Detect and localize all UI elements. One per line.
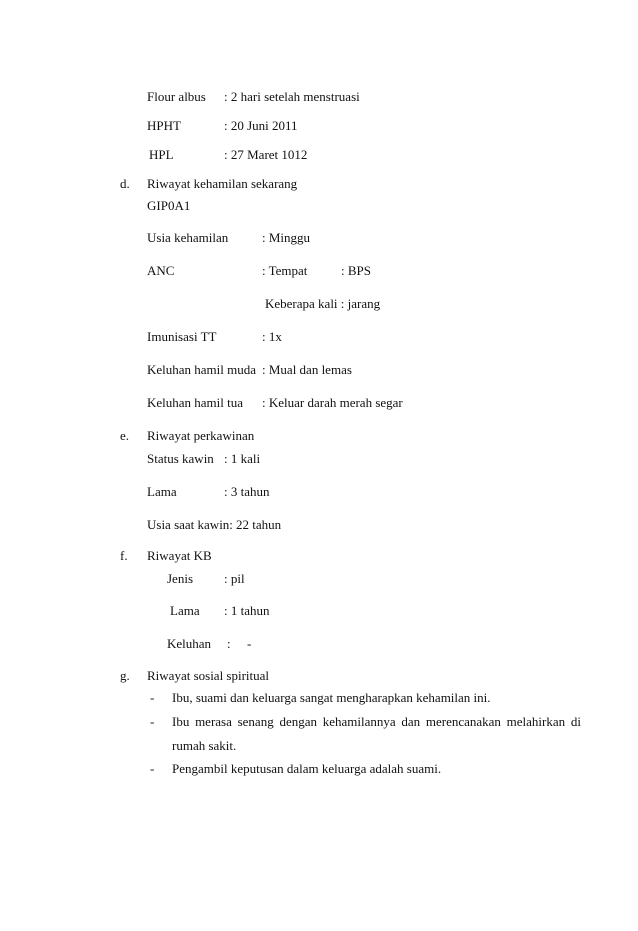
- field-value-hpht: : 20 Juni 2011: [224, 118, 298, 133]
- field-value-keluhan-kb-colon: :: [227, 636, 231, 651]
- field-label-jenis-kb: Jenis: [167, 571, 193, 586]
- field-label-lama-kawin: Lama: [147, 484, 177, 499]
- field-label-usia-kehamilan: Usia kehamilan: [147, 230, 229, 245]
- field-label-hpht: HPHT: [147, 118, 181, 133]
- bullet-text-continuation: rumah sakit.: [172, 738, 237, 753]
- field-value-keluhan-hamil-tua: : Keluar darah merah segar: [262, 395, 403, 410]
- bullet-text: Pengambil keputusan dalam keluarga adalah suami.: [172, 761, 442, 776]
- field-value-keberapa-kali: Keberapa kali : jarang: [265, 296, 381, 311]
- field-label-lama-kb: Lama: [170, 603, 200, 618]
- field-label-hpl: HPL: [149, 147, 174, 162]
- field-value-imunisasi-tt: : 1x: [262, 329, 282, 344]
- field-label-usia-saat-kawin: Usia saat kawin:: [147, 517, 233, 532]
- section-e-title: Riwayat perkawinan: [147, 428, 255, 443]
- field-value-keluhan-hamil-muda: : Mual dan lemas: [262, 362, 352, 377]
- field-value-anc-bps: : BPS: [341, 263, 371, 278]
- field-label-keluhan-hamil-muda: Keluhan hamil muda: [147, 362, 257, 377]
- field-label-status-kawin: Status kawin: [147, 451, 214, 466]
- section-d-title: Riwayat kehamilan sekarang: [147, 176, 298, 191]
- field-value-flour-albus: : 2 hari setelah menstruasi: [224, 89, 360, 104]
- bullet-dash: -: [150, 690, 155, 705]
- field-value-keluhan-kb-dash: -: [247, 636, 252, 651]
- field-label-flour-albus: Flour albus: [147, 89, 206, 104]
- field-value-lama-kb: : 1 tahun: [224, 603, 270, 618]
- section-g-marker: g.: [120, 668, 130, 683]
- field-value-anc-tempat: : Tempat: [262, 263, 308, 278]
- field-value-jenis-kb: : pil: [224, 571, 245, 586]
- bullet-text: Ibu merasa senang dengan kehamilannya dan merencanakan melahirkan di: [172, 714, 581, 729]
- field-value-usia-saat-kawin: 22 tahun: [236, 517, 282, 532]
- field-label-anc: ANC: [147, 263, 175, 278]
- field-value-lama-kawin: : 3 tahun: [224, 484, 270, 499]
- field-label-keluhan-hamil-tua: Keluhan hamil tua: [147, 395, 244, 410]
- bullet-dash: -: [150, 714, 155, 729]
- field-label-keluhan-kb: Keluhan: [167, 636, 212, 651]
- section-e-marker: e.: [120, 428, 130, 443]
- field-value-usia-kehamilan: : Minggu: [262, 230, 311, 245]
- section-d-marker: d.: [120, 176, 130, 191]
- section-f-title: Riwayat KB: [147, 548, 212, 563]
- field-value-status-kawin: : 1 kali: [224, 451, 261, 466]
- section-g-title: Riwayat sosial spiritual: [147, 668, 270, 683]
- bullet-dash: -: [150, 761, 155, 776]
- field-label-imunisasi-tt: Imunisasi TT: [147, 329, 217, 344]
- field-value-hpl: : 27 Maret 1012: [224, 147, 308, 162]
- section-f-marker: f.: [120, 548, 128, 563]
- section-d-subtitle: GIP0A1: [147, 198, 191, 213]
- bullet-text: Ibu, suami dan keluarga sangat mengharapkan kehamilan ini.: [172, 690, 491, 705]
